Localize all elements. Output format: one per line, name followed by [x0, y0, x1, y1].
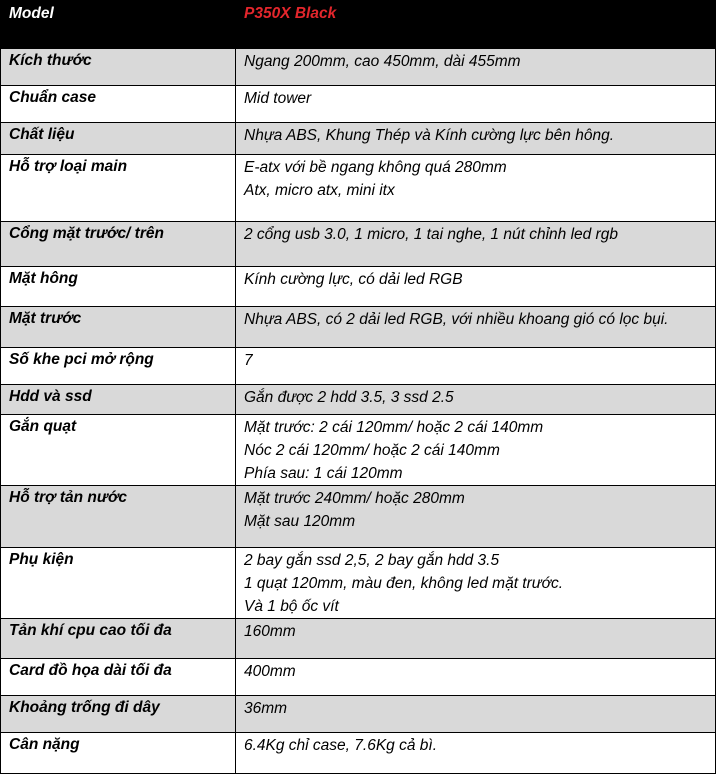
table-row: [1, 123, 716, 155]
spec-label: [1, 267, 236, 307]
spec-label-text: Cổng mặt trước/ trên: [9, 225, 164, 242]
spec-value-line: 2 bay gắn ssd 2,5, 2 bay gắn hdd 3.5: [244, 552, 500, 569]
spec-label: [1, 696, 236, 733]
spec-label-text: Phụ kiện: [9, 551, 74, 568]
spec-label: [1, 49, 236, 86]
spec-value: [236, 123, 716, 155]
spec-value: [236, 86, 716, 123]
table-row: [1, 49, 716, 86]
spec-label-text: Hỗ trợ tản nước: [9, 489, 127, 506]
table-row: [1, 619, 716, 659]
spec-label: [1, 222, 236, 267]
spec-label-text: Gắn quạt: [9, 418, 77, 435]
spec-value: [236, 619, 716, 659]
spec-value: [236, 155, 716, 222]
spec-label-text: Mặt hông: [9, 270, 78, 287]
spec-value-line: 160mm: [244, 623, 296, 640]
spec-value-line: Phía sau: 1 cái 120mm: [244, 465, 403, 482]
table-row: [1, 415, 716, 486]
spec-label: [1, 548, 236, 619]
spec-table-body: [1, 1, 716, 774]
spec-value-line: Mặt sau 120mm: [244, 513, 356, 530]
table-row: [1, 86, 716, 123]
spec-value-line: Nhựa ABS, Khung Thép và Kính cường lực bên hông.: [244, 127, 615, 144]
spec-label: [1, 733, 236, 774]
spec-label-text: Cân nặng: [9, 736, 80, 753]
spec-value-line: 1 quạt 120mm, màu đen, không led mặt trước.: [244, 575, 564, 592]
spec-label-text: Hdd và ssd: [9, 388, 92, 405]
spec-value: [236, 548, 716, 619]
spec-value-line: Ngang 200mm, cao 450mm, dài 455mm: [244, 53, 521, 70]
table-row: [1, 659, 716, 696]
spec-label: [1, 348, 236, 385]
spec-value-line: Nóc 2 cái 120mm/ hoặc 2 cái 140mm: [244, 442, 500, 459]
table-row: [1, 385, 716, 415]
spec-label: [1, 155, 236, 222]
table-row: [1, 222, 716, 267]
spec-label-text: Mặt trước: [9, 310, 82, 327]
table-row: [1, 307, 716, 348]
spec-label-text: Kích thước: [9, 52, 92, 69]
header-model-value: P350X Black: [236, 1, 716, 49]
spec-value: [236, 348, 716, 385]
spec-label: [1, 619, 236, 659]
spec-value: [236, 659, 716, 696]
spec-value-line: Mặt trước: 2 cái 120mm/ hoặc 2 cái 140mm: [244, 419, 544, 436]
spec-label-text: Chuẩn case: [9, 89, 97, 106]
table-row: [1, 696, 716, 733]
spec-label: [1, 86, 236, 123]
spec-value: [236, 486, 716, 548]
spec-label-text: Chất liệu: [9, 126, 75, 143]
spec-value: [236, 49, 716, 86]
spec-label-text: Số khe pci mở rộng: [9, 351, 154, 368]
spec-label: [1, 659, 236, 696]
spec-value-line: E-atx với bề ngang không quá 280mm: [244, 159, 507, 176]
spec-value: [236, 267, 716, 307]
spec-label-text: Card đồ họa dài tối đa: [9, 662, 172, 679]
spec-value-line: 400mm: [244, 663, 296, 680]
table-row: [1, 348, 716, 385]
table-row: [1, 548, 716, 619]
spec-value: [236, 222, 716, 267]
spec-value-line: Mid tower: [244, 90, 312, 107]
spec-label-text: Hỗ trợ loại main: [9, 158, 128, 175]
spec-label: [1, 123, 236, 155]
table-row: [1, 267, 716, 307]
spec-value-line: 2 cổng usb 3.0, 1 micro, 1 tai nghe, 1 nút chỉnh led rgb: [244, 226, 618, 243]
spec-label: [1, 415, 236, 486]
header-model-label: Model: [1, 1, 236, 49]
table-row: [1, 155, 716, 222]
table-row: [1, 733, 716, 774]
spec-value-line: 6.4Kg chỉ case, 7.6Kg cả bì.: [244, 737, 438, 754]
spec-label: [1, 486, 236, 548]
spec-value: [236, 733, 716, 774]
spec-value-line: Gắn được 2 hdd 3.5, 3 ssd 2.5: [244, 389, 454, 406]
spec-value-line: Kính cường lực, có dải led RGB: [244, 271, 463, 288]
spec-value: [236, 385, 716, 415]
spec-value-line: Mặt trước 240mm/ hoặc 280mm: [244, 490, 465, 507]
spec-value: [236, 307, 716, 348]
spec-label: [1, 307, 236, 348]
spec-value-line: Atx, micro atx, mini itx: [244, 182, 395, 199]
spec-value: [236, 415, 716, 486]
table-row: [1, 486, 716, 548]
spec-label-text: Tản khí cpu cao tối đa: [9, 622, 172, 639]
spec-label: [1, 385, 236, 415]
table-header-row: [1, 1, 716, 49]
spec-value-line: 7: [244, 352, 253, 369]
spec-label-text: Khoảng trống đi dây: [9, 699, 160, 716]
spec-value-line: Nhựa ABS, có 2 dải led RGB, với nhiều khoang gió có lọc bụi.: [244, 311, 669, 328]
spec-value-line: Và 1 bộ ốc vít: [244, 598, 339, 615]
spec-value-line: 36mm: [244, 700, 288, 717]
spec-value: [236, 696, 716, 733]
